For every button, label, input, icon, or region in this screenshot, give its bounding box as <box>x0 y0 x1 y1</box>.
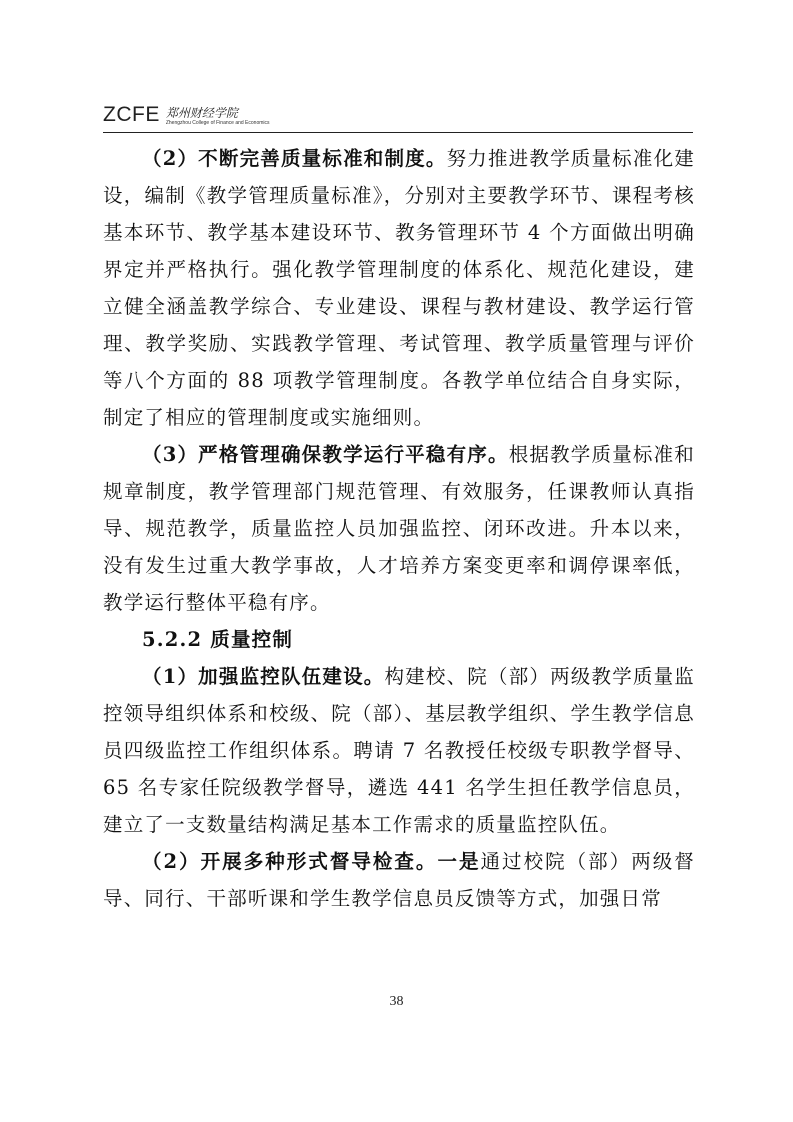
paragraph-lead: （2）开展多种形式督导检查。一是 <box>142 850 481 873</box>
section-heading: 5.2.2 质量控制 <box>142 628 294 651</box>
paragraph-body: 构建校、院（部）两级教学质量监控领导组织体系和校级、院（部）、基层教学组织、学生教学信息员四级监控工作组织体系。聘请 7 名教授任校级专职教学督导、65 名专家任院级教学督导，遴选 441 名学生担任教学信息员，建立了一支数量结构满足基本工作需求的质量监控队伍。 <box>103 665 695 836</box>
logo-letters: ZCFE <box>103 103 160 126</box>
college-logo <box>103 104 270 126</box>
paragraph-lead: （3）严格管理确保教学运行平稳有序。 <box>142 443 509 466</box>
header-rule <box>103 132 693 133</box>
page-header <box>103 102 693 132</box>
paragraph-body: 通过校院（部）两级督导、同行、干部听课和学生教学信息员反馈等方式，加强日常 <box>103 850 695 910</box>
paragraph-body: 努力推进教学质量标准化建设，编制《教学管理质量标准》，分别对主要教学环节、课程考核基本环节、教学基本建设环节、教务管理环节 4 个方面做出明确界定并严格执行。强化教学管理制度的体系化、规范化建设，建立健全涵盖教学综合、专业建设、课程与教材建设、教学运行管理、教学奖励、实践教学管理、考试管理、教学质量管理与评价等八个方面的 88 项教学管理制度。各教学单位结合自身实际，制定了相应的管理制度或实施细则。 <box>103 147 695 429</box>
paragraph-strict-management <box>103 436 695 621</box>
paragraph-body: 根据教学质量标准和规章制度，教学管理部门规范管理、有效服务，任课教师认真指导、规范教学，质量监控人员加强监控、闭环改进。升本以来，没有发生过重大教学事故，人才培养方案变更率和调停课率低，教学运行整体平稳有序。 <box>103 443 695 614</box>
paragraph-quality-standards <box>103 140 695 436</box>
paragraph-lead: （1）加强监控队伍建设。 <box>142 665 385 688</box>
page-number: 38 <box>389 994 404 1009</box>
page-body <box>103 140 695 917</box>
logo-chinese-name: 郑州财经学院 <box>165 106 238 120</box>
paragraph-lead: （2）不断完善质量标准和制度。 <box>142 147 447 170</box>
paragraph-supervision <box>103 843 695 917</box>
logo-text <box>166 106 270 126</box>
paragraph-monitoring-team <box>103 658 695 843</box>
logo-english-name: Zhengzhou College of Finance and Economics <box>165 120 270 126</box>
